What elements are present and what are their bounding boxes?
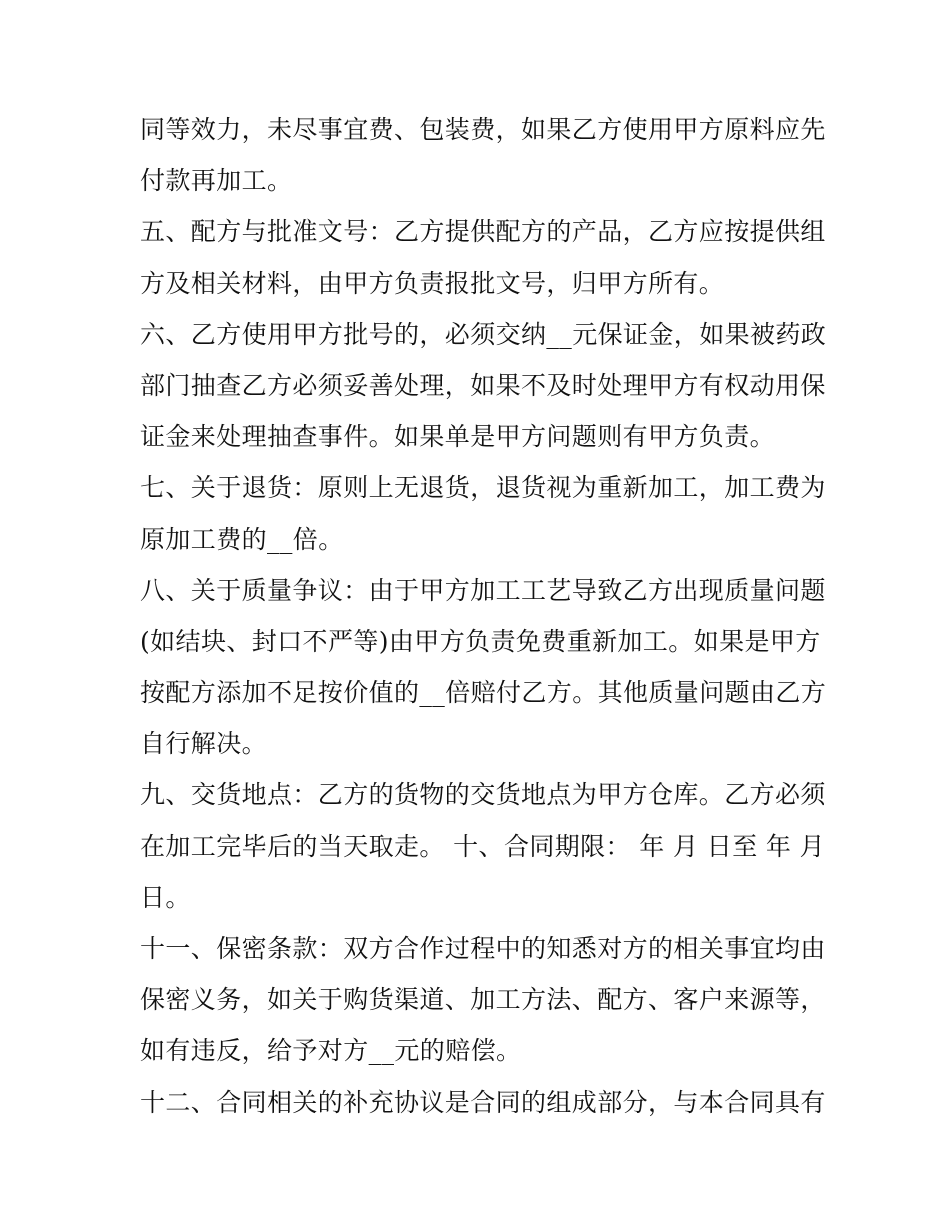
text-line-4: 方及相关材料，由甲方负责报批文号，归甲方所有。 — [140, 268, 725, 298]
text-line-14: 九、交货地点：乙方的货物的交货地点为甲方仓库。乙方必须 — [140, 780, 826, 810]
text-line-1: 同等效力，未尽事宜费、包装费，如果乙方使用甲方原料应先 — [140, 115, 826, 144]
text-line-19: 如有违反，给予对方__元的赔偿。 — [140, 1036, 522, 1066]
text-line-12: 按配方添加不足按价值的__倍赔付乙方。其他质量问题由乙方 — [140, 678, 827, 708]
text-line-5: 六、乙方使用甲方批号的，必须交纳__元保证金，如果被药政 — [140, 319, 827, 349]
text-line-3: 五、配方与批准文号：乙方提供配方的产品，乙方应按提供组 — [140, 217, 826, 247]
text-line-11: (如结块、封口不严等)由甲方负责免费重新加工。如果是甲方 — [140, 626, 821, 656]
text-line-16: 日。 — [140, 882, 191, 912]
text-line-20: 十二、合同相关的补充协议是合同的组成部分，与本合同具有 — [140, 1087, 826, 1117]
text-line-13: 自行解决。 — [140, 729, 268, 759]
text-line-18: 保密义务，如关于购货渠道、加工方法、配方、客户来源等， — [140, 985, 826, 1015]
text-line-17: 十一、保密条款：双方合作过程中的知悉对方的相关事宜均由 — [140, 934, 826, 963]
text-line-10: 八、关于质量争议：由于甲方加工工艺导致乙方出现质量问题 — [140, 575, 826, 605]
document-body — [140, 104, 827, 1128]
text-line-9: 原加工费的__倍。 — [140, 524, 344, 554]
text-line-6: 部门抽查乙方必须妥善处理，如果不及时处理甲方有权动用保 — [140, 370, 826, 400]
text-line-7: 证金来处理抽查事件。如果单是甲方问题则有甲方负责。 — [140, 422, 776, 452]
text-line-8: 七、关于退货：原则上无退货，退货视为重新加工，加工费为 — [140, 473, 826, 503]
text-line-15: 在加工完毕后的当天取走。 十、合同期限： 年 月 日至 年 月 — [140, 831, 826, 861]
text-line-2: 付款再加工。 — [140, 166, 293, 196]
